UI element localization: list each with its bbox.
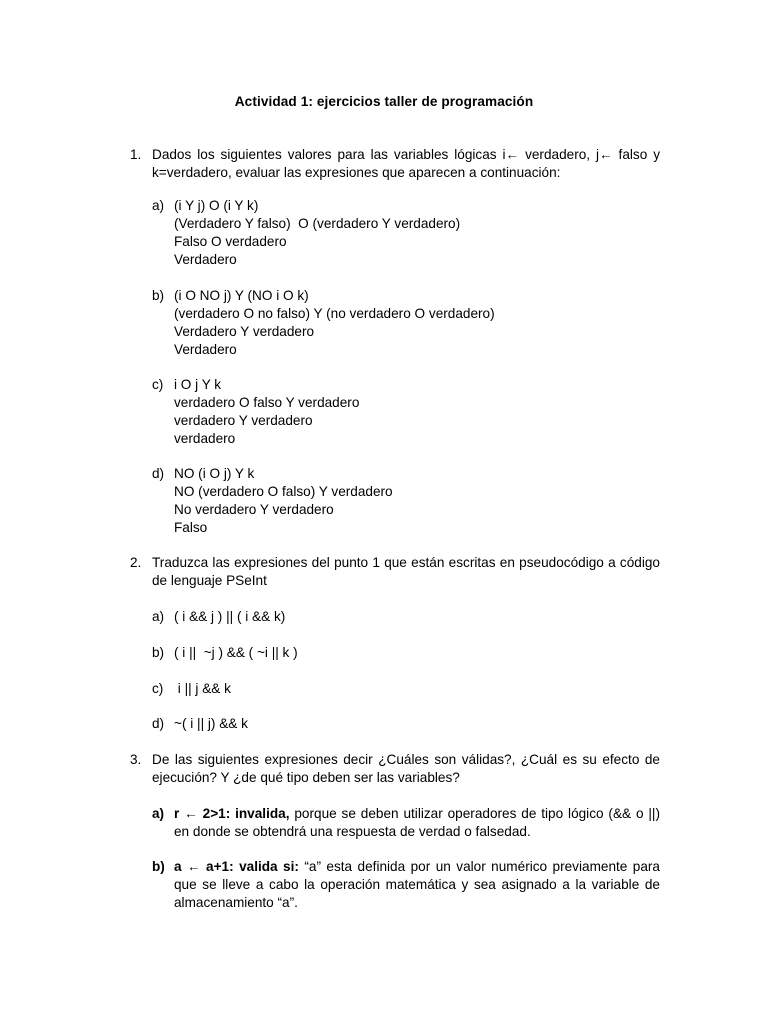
question-3 <box>130 751 660 787</box>
question-number: 1. <box>130 147 142 162</box>
option-letter: c) <box>152 377 164 392</box>
option-line: Falso <box>174 520 208 535</box>
option-letter: a) <box>152 198 165 213</box>
question-text: Dados los siguientes valores para las variables lógicas i← verdadero, j← falso y k=verdadero, evaluar las expresiones que aparecen a continuación: <box>152 147 660 180</box>
option-line: Verdadero Y verdadero <box>174 324 315 339</box>
option-line: i O j Y k <box>174 377 222 392</box>
question-2-option-a <box>152 608 660 626</box>
option-letter: c) <box>152 681 164 696</box>
question-text: Traduzca las expresiones del punto 1 que están escritas en pseudocódigo a código de lenguaje PSeInt <box>152 555 660 588</box>
question-1-option-d <box>152 465 660 537</box>
option-letter: d) <box>152 716 165 731</box>
answer-verdict: a ← a+1: valida si: <box>174 859 299 874</box>
question-number: 2. <box>130 555 142 570</box>
option-line: ~( i || j) && k <box>174 716 248 731</box>
option-letter: a) <box>152 609 165 624</box>
option-letter: b) <box>152 859 165 874</box>
answer-explanation: porque se deben utilizar operadores de tipo lógico (&& o ||) en donde se obtendrá una respuesta de verdad o falsedad. <box>174 806 660 839</box>
option-line: (verdadero O no falso) Y (no verdadero O verdadero) <box>174 306 495 321</box>
option-line: Falso O verdadero <box>174 234 287 249</box>
question-1-option-c <box>152 376 660 448</box>
option-answer <box>174 805 660 841</box>
page-title: Actividad 1: ejercicios taller de programación <box>234 94 534 109</box>
question-text: De las siguientes expresiones decir ¿Cuáles son válidas?, ¿Cuál es su efecto de ejecución? Y ¿de qué tipo deben ser las variables? <box>152 752 660 785</box>
option-letter: b) <box>152 288 165 303</box>
option-line: i || j && k <box>174 681 231 696</box>
option-letter: d) <box>152 466 165 481</box>
option-line: No verdadero Y verdadero <box>174 502 334 517</box>
question-number: 3. <box>130 752 142 767</box>
option-line: verdadero <box>174 431 236 446</box>
option-line: Verdadero <box>174 252 237 267</box>
option-line: (i O NO j) Y (NO i O k) <box>174 288 309 303</box>
option-answer <box>174 858 660 912</box>
answer-verdict: r ← 2>1: invalida, <box>174 806 290 821</box>
option-line: (Verdadero Y falso) O (verdadero Y verdadero) <box>174 216 461 231</box>
question-3-option-b <box>152 858 660 912</box>
answer-explanation: “a” esta definida por un valor numérico previamente para que se lleve a cabo la operación matemática y sea asignado a la variable de almacenamiento “a”. <box>174 859 660 910</box>
question-1-option-b <box>152 287 660 359</box>
option-letter: b) <box>152 645 165 660</box>
question-2-option-d <box>152 715 660 733</box>
question-1-option-a <box>152 197 660 269</box>
question-2 <box>130 554 660 590</box>
question-3-option-a <box>152 805 660 841</box>
question-2-option-b <box>152 644 660 662</box>
option-line: NO (i O j) Y k <box>174 466 255 481</box>
option-line: (i Y j) O (i Y k) <box>174 198 259 213</box>
option-line: Verdadero <box>174 342 237 357</box>
option-letter: a) <box>152 806 165 821</box>
question-2-option-c <box>152 680 660 698</box>
option-line: ( i && j ) || ( i && k) <box>174 609 286 624</box>
question-1 <box>130 146 660 182</box>
option-line: ( i || ~j ) && ( ~i || k ) <box>174 645 298 660</box>
option-line: verdadero Y verdadero <box>174 413 313 428</box>
option-line: verdadero O falso Y verdadero <box>174 395 360 410</box>
option-line: NO (verdadero O falso) Y verdadero <box>174 484 393 499</box>
